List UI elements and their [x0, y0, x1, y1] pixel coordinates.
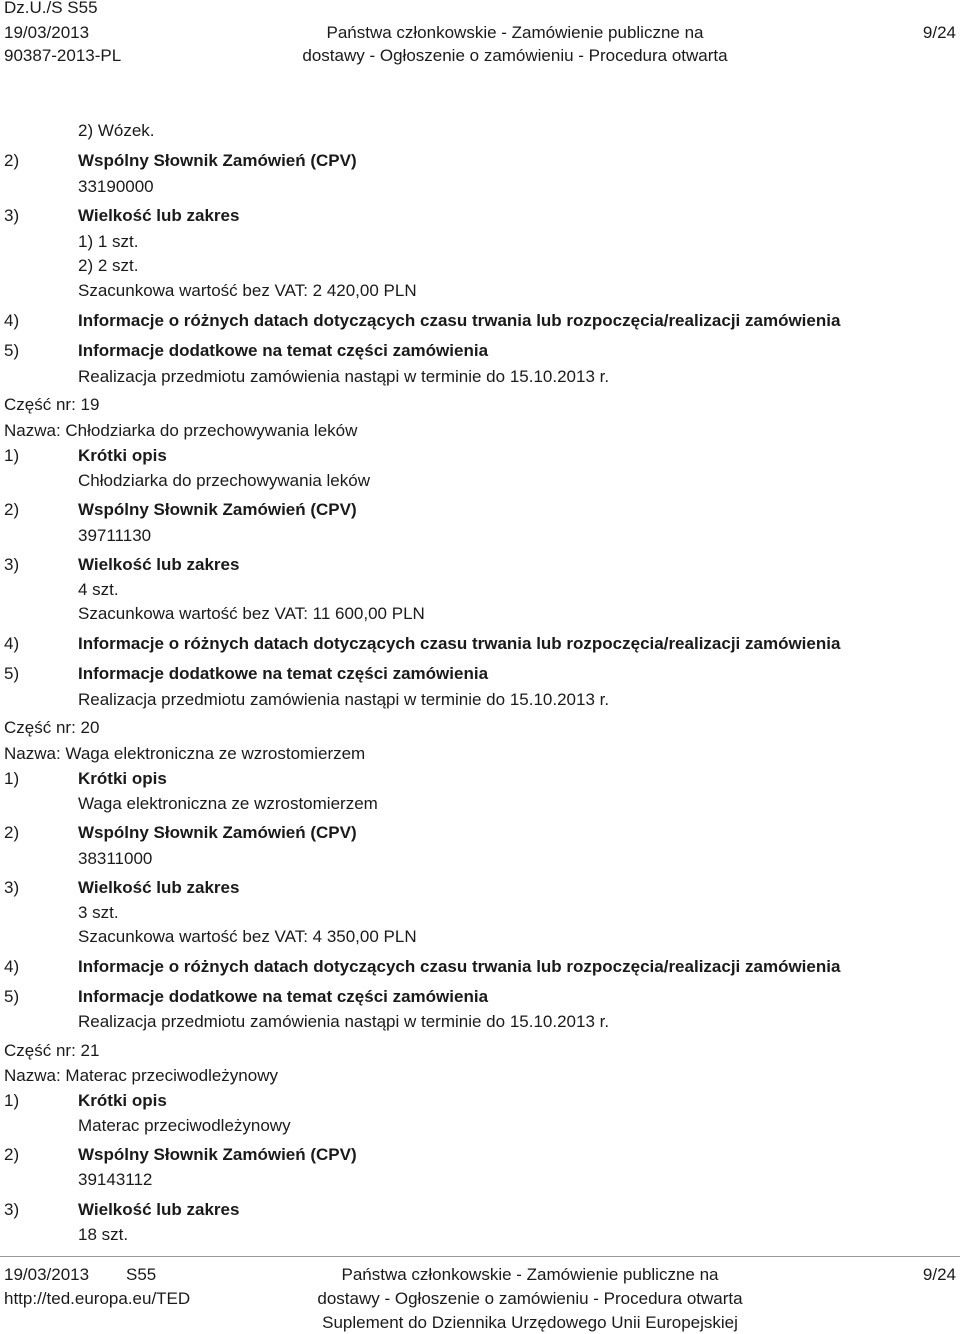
section-number: 1)	[4, 769, 20, 788]
section-number: 2)	[4, 823, 20, 842]
section-number: 1)	[4, 446, 20, 465]
journal-ref: Dz.U./S S55	[4, 0, 98, 17]
dates-heading: Informacje o różnych datach dotyczących czasu trwania lub rozpoczęcia/realizacji zamówienia	[78, 634, 841, 653]
cpv-code: 38311000	[78, 849, 153, 868]
footer-series: S55	[126, 1265, 157, 1284]
cpv-heading: Wspólny Słownik Zamówień (CPV)	[78, 823, 357, 842]
cpv-code: 39143112	[78, 1170, 153, 1189]
footer-url: http://ted.europa.eu/TED	[4, 1289, 191, 1308]
additional-info-text: Realizacja przedmiotu zamówienia nastąpi w terminie do 15.10.2013 r.	[78, 690, 610, 709]
section-number: 3)	[4, 555, 20, 574]
lot-name: Nazwa: Waga elektroniczna ze wzrostomierzem	[4, 744, 366, 763]
section-number: 3)	[4, 1200, 20, 1219]
section-number: 3)	[4, 206, 20, 225]
short-description: Chłodziarka do przechowywania leków	[78, 471, 370, 490]
quantity-heading: Wielkość lub zakres	[78, 555, 240, 574]
cpv-heading: Wspólny Słownik Zamówień (CPV)	[78, 1145, 357, 1164]
short-description: Waga elektroniczna ze wzrostomierzem	[78, 794, 378, 813]
header-date: 19/03/2013	[4, 23, 90, 42]
dates-heading: Informacje o różnych datach dotyczących czasu trwania lub rozpoczęcia/realizacji zamówienia	[78, 311, 841, 330]
section-number: 2)	[4, 1145, 20, 1164]
footer-title-line3: Suplement do Dziennika Urzędowego Unii Europejskiej	[322, 1313, 738, 1332]
section-number: 5)	[4, 664, 20, 683]
estimated-value: Szacunkowa wartość bez VAT: 4 350,00 PLN	[78, 927, 417, 946]
section-number: 5)	[4, 987, 20, 1006]
header-title-line2: dostawy - Ogłoszenie o zamówieniu - Procedura otwarta	[302, 46, 728, 65]
section-number: 3)	[4, 878, 20, 897]
lot-number: Część nr: 19	[4, 395, 100, 414]
additional-info-heading: Informacje dodatkowe na temat części zamówienia	[78, 987, 489, 1006]
header-page-number: 9/24	[922, 23, 956, 42]
section-number: 1)	[4, 1091, 20, 1110]
estimated-value: Szacunkowa wartość bez VAT: 2 420,00 PLN	[78, 281, 417, 300]
footer-title-line2: dostawy - Ogłoszenie o zamówieniu - Procedura otwarta	[317, 1289, 743, 1308]
section-number: 4)	[4, 634, 20, 653]
quantity-heading: Wielkość lub zakres	[78, 1200, 240, 1219]
quantity-line: 4 szt.	[78, 580, 119, 599]
lot-name: Nazwa: Chłodziarka do przechowywania leków	[4, 421, 358, 440]
short-description: Materac przeciwodleżynowy	[78, 1116, 291, 1135]
quantity-line: 18 szt.	[78, 1225, 129, 1244]
dates-heading: Informacje o różnych datach dotyczących czasu trwania lub rozpoczęcia/realizacji zamówienia	[78, 957, 841, 976]
quantity-line: 1) 1 szt.	[78, 232, 139, 251]
cpv-heading: Wspólny Słownik Zamówień (CPV)	[78, 151, 357, 170]
lot-number: Część nr: 20	[4, 718, 100, 737]
item-text: 2) Wózek.	[78, 121, 155, 140]
section-number: 4)	[4, 311, 20, 330]
cpv-heading: Wspólny Słownik Zamówień (CPV)	[78, 500, 357, 519]
footer-date: 19/03/2013	[4, 1265, 90, 1284]
lot-number: Część nr: 21	[4, 1041, 100, 1060]
section-number: 5)	[4, 341, 20, 360]
cpv-code: 39711130	[78, 526, 152, 545]
header-title-line1: Państwa członkowskie - Zamówienie publiczne na	[326, 23, 704, 42]
short-description-heading: Krótki opis	[78, 446, 167, 465]
footer-divider	[0, 1256, 960, 1257]
section-number: 4)	[4, 957, 20, 976]
section-number: 2)	[4, 151, 20, 170]
quantity-heading: Wielkość lub zakres	[78, 878, 240, 897]
footer-page-number: 9/24	[922, 1265, 956, 1284]
short-description-heading: Krótki opis	[78, 769, 167, 788]
cpv-code: 33190000	[78, 177, 154, 196]
quantity-line: 3 szt.	[78, 903, 119, 922]
quantity-line: 2) 2 szt.	[78, 256, 139, 275]
additional-info-heading: Informacje dodatkowe na temat części zamówienia	[78, 341, 489, 360]
footer-title-line1: Państwa członkowskie - Zamówienie publiczne na	[341, 1265, 719, 1284]
additional-info-text: Realizacja przedmiotu zamówienia nastąpi w terminie do 15.10.2013 r.	[78, 1012, 610, 1031]
additional-info-heading: Informacje dodatkowe na temat części zamówienia	[78, 664, 489, 683]
short-description-heading: Krótki opis	[78, 1091, 167, 1110]
lot-name: Nazwa: Materac przeciwodleżynowy	[4, 1066, 278, 1085]
quantity-heading: Wielkość lub zakres	[78, 206, 240, 225]
additional-info-text: Realizacja przedmiotu zamówienia nastąpi w terminie do 15.10.2013 r.	[78, 367, 610, 386]
estimated-value: Szacunkowa wartość bez VAT: 11 600,00 PLN	[78, 604, 425, 623]
section-number: 2)	[4, 500, 20, 519]
notice-id: 90387-2013-PL	[4, 46, 122, 65]
